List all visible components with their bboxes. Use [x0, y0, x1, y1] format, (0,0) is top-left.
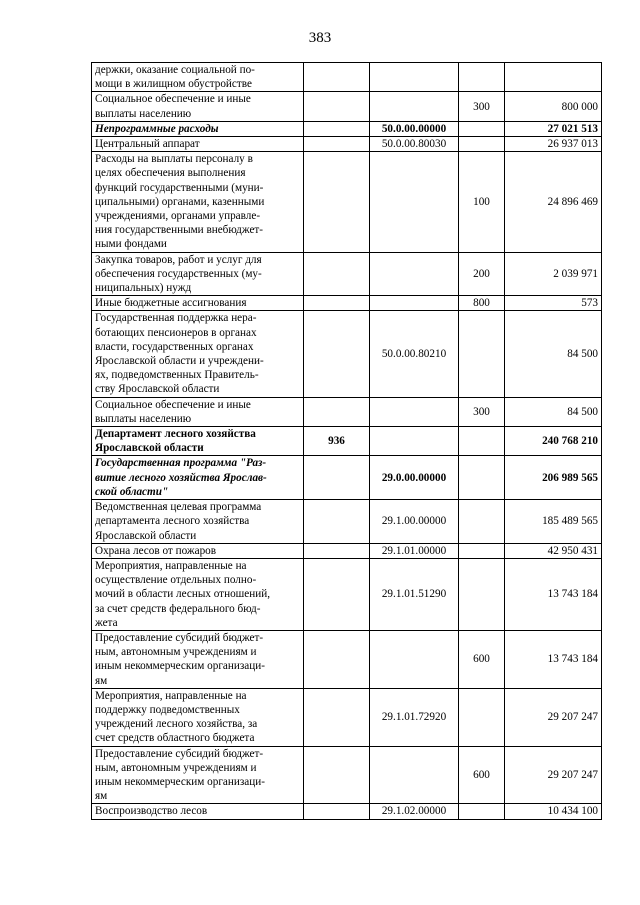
- row-code-cell: [370, 152, 459, 252]
- row-department-cell: [304, 688, 370, 746]
- row-amount-cell: 84 500: [505, 397, 602, 426]
- row-name-cell: Департамент лесного хозяйства Ярославской области: [92, 427, 304, 456]
- table-row: [92, 252, 602, 296]
- row-expense-type-cell: 600: [459, 746, 505, 804]
- table-row: [92, 92, 602, 121]
- row-code-cell: [370, 427, 459, 456]
- row-department-cell: [304, 558, 370, 630]
- row-expense-type-cell: [459, 121, 505, 136]
- table-row: [92, 121, 602, 136]
- row-code-cell: [370, 397, 459, 426]
- row-amount-cell: 24 896 469: [505, 152, 602, 252]
- row-expense-type-cell: 600: [459, 630, 505, 688]
- row-name-cell: Государственная программа "Раз- витие лесного хозяйства Ярослав- ской области": [92, 456, 304, 500]
- row-code-cell: 29.1.01.72920: [370, 688, 459, 746]
- table-row: [92, 804, 602, 819]
- row-department-cell: [304, 63, 370, 92]
- row-department-cell: [304, 152, 370, 252]
- row-amount-cell: 27 021 513: [505, 121, 602, 136]
- row-name-cell: Расходы на выплаты персоналу в целях обеспечения выполнения функций государственными (муни- ципальными) органами, казенными учреждениями, органами управле- ния государственными внебюджет- ными фондами: [92, 152, 304, 252]
- row-name-cell: Закупка товаров, работ и услуг для обеспечения государственных (му- ниципальных) нужд: [92, 252, 304, 296]
- row-code-cell: 50.0.00.80210: [370, 311, 459, 397]
- row-amount-cell: 42 950 431: [505, 543, 602, 558]
- row-code-cell: 50.0.00.80030: [370, 137, 459, 152]
- row-expense-type-cell: [459, 558, 505, 630]
- row-department-cell: [304, 804, 370, 819]
- row-department-cell: [304, 311, 370, 397]
- row-expense-type-cell: [459, 137, 505, 152]
- row-code-cell: [370, 92, 459, 121]
- row-expense-type-cell: 800: [459, 296, 505, 311]
- budget-table: [91, 62, 602, 820]
- row-name-cell: Иные бюджетные ассигнования: [92, 296, 304, 311]
- row-expense-type-cell: [459, 427, 505, 456]
- row-name-cell: Центральный аппарат: [92, 137, 304, 152]
- row-code-cell: 29.1.01.51290: [370, 558, 459, 630]
- row-name-cell: Предоставление субсидий бюджет- ным, автономным учреждениям и иным некоммерческим организаци- ям: [92, 630, 304, 688]
- row-expense-type-cell: [459, 456, 505, 500]
- row-amount-cell: [505, 63, 602, 92]
- row-amount-cell: 13 743 184: [505, 630, 602, 688]
- row-expense-type-cell: [459, 688, 505, 746]
- row-expense-type-cell: [459, 63, 505, 92]
- row-amount-cell: 29 207 247: [505, 746, 602, 804]
- row-amount-cell: 185 489 565: [505, 500, 602, 544]
- row-expense-type-cell: 300: [459, 92, 505, 121]
- row-code-cell: [370, 63, 459, 92]
- row-name-cell: Мероприятия, направленные на поддержку подведомственных учреждений лесного хозяйства, за счет средств областного бюджета: [92, 688, 304, 746]
- row-code-cell: [370, 296, 459, 311]
- row-code-cell: 29.1.02.00000: [370, 804, 459, 819]
- table-row: [92, 500, 602, 544]
- row-amount-cell: 800 000: [505, 92, 602, 121]
- row-code-cell: [370, 630, 459, 688]
- table-row: [92, 63, 602, 92]
- row-name-cell: Охрана лесов от пожаров: [92, 543, 304, 558]
- row-department-cell: [304, 630, 370, 688]
- row-name-cell: Ведомственная целевая программа департамента лесного хозяйства Ярославской области: [92, 500, 304, 544]
- row-expense-type-cell: 300: [459, 397, 505, 426]
- row-department-cell: [304, 456, 370, 500]
- table-row: [92, 558, 602, 630]
- row-amount-cell: 84 500: [505, 311, 602, 397]
- row-expense-type-cell: [459, 311, 505, 397]
- row-expense-type-cell: 200: [459, 252, 505, 296]
- table-row: [92, 427, 602, 456]
- row-department-cell: [304, 397, 370, 426]
- row-amount-cell: 206 989 565: [505, 456, 602, 500]
- row-department-cell: [304, 500, 370, 544]
- row-department-cell: [304, 296, 370, 311]
- row-amount-cell: 240 768 210: [505, 427, 602, 456]
- row-name-cell: Предоставление субсидий бюджет- ным, автономным учреждениям и иным некоммерческим организаци- ям: [92, 746, 304, 804]
- row-code-cell: 29.1.01.00000: [370, 543, 459, 558]
- row-department-cell: [304, 543, 370, 558]
- row-name-cell: держки, оказание социальной по- мощи в жилищном обустройстве: [92, 63, 304, 92]
- row-expense-type-cell: 100: [459, 152, 505, 252]
- row-expense-type-cell: [459, 543, 505, 558]
- row-code-cell: [370, 746, 459, 804]
- table-row: [92, 137, 602, 152]
- row-department-cell: [304, 252, 370, 296]
- table-row: [92, 296, 602, 311]
- row-department-cell: [304, 137, 370, 152]
- row-name-cell: Социальное обеспечение и иные выплаты населению: [92, 92, 304, 121]
- row-code-cell: 50.0.00.00000: [370, 121, 459, 136]
- row-expense-type-cell: [459, 804, 505, 819]
- row-amount-cell: 29 207 247: [505, 688, 602, 746]
- row-code-cell: 29.1.00.00000: [370, 500, 459, 544]
- row-expense-type-cell: [459, 500, 505, 544]
- row-name-cell: Мероприятия, направленные на осуществление отдельных полно- мочий в области лесных отношений, за счет средств федерального бюд- жета: [92, 558, 304, 630]
- table-row: [92, 688, 602, 746]
- table-row: [92, 456, 602, 500]
- row-amount-cell: 26 937 013: [505, 137, 602, 152]
- row-amount-cell: 10 434 100: [505, 804, 602, 819]
- table-row: [92, 543, 602, 558]
- page-number: 383: [308, 30, 332, 46]
- row-department-cell: [304, 746, 370, 804]
- row-name-cell: Непрограммные расходы: [92, 121, 304, 136]
- row-department-cell: [304, 121, 370, 136]
- table-row: [92, 746, 602, 804]
- table-row: [92, 152, 602, 252]
- row-department-cell: [304, 92, 370, 121]
- row-department-cell: 936: [304, 427, 370, 456]
- row-code-cell: [370, 252, 459, 296]
- table-row: [92, 397, 602, 426]
- row-name-cell: Социальное обеспечение и иные выплаты населению: [92, 397, 304, 426]
- row-name-cell: Воспроизводство лесов: [92, 804, 304, 819]
- row-name-cell: Государственная поддержка нера- ботающих пенсионеров в органах власти, государственных органах Ярославской области и учреждени- ях, подведомственных Правитель- ству Ярославской области: [92, 311, 304, 397]
- row-amount-cell: 13 743 184: [505, 558, 602, 630]
- row-code-cell: 29.0.00.00000: [370, 456, 459, 500]
- table-row: [92, 630, 602, 688]
- row-amount-cell: 573: [505, 296, 602, 311]
- row-amount-cell: 2 039 971: [505, 252, 602, 296]
- table-row: [92, 311, 602, 397]
